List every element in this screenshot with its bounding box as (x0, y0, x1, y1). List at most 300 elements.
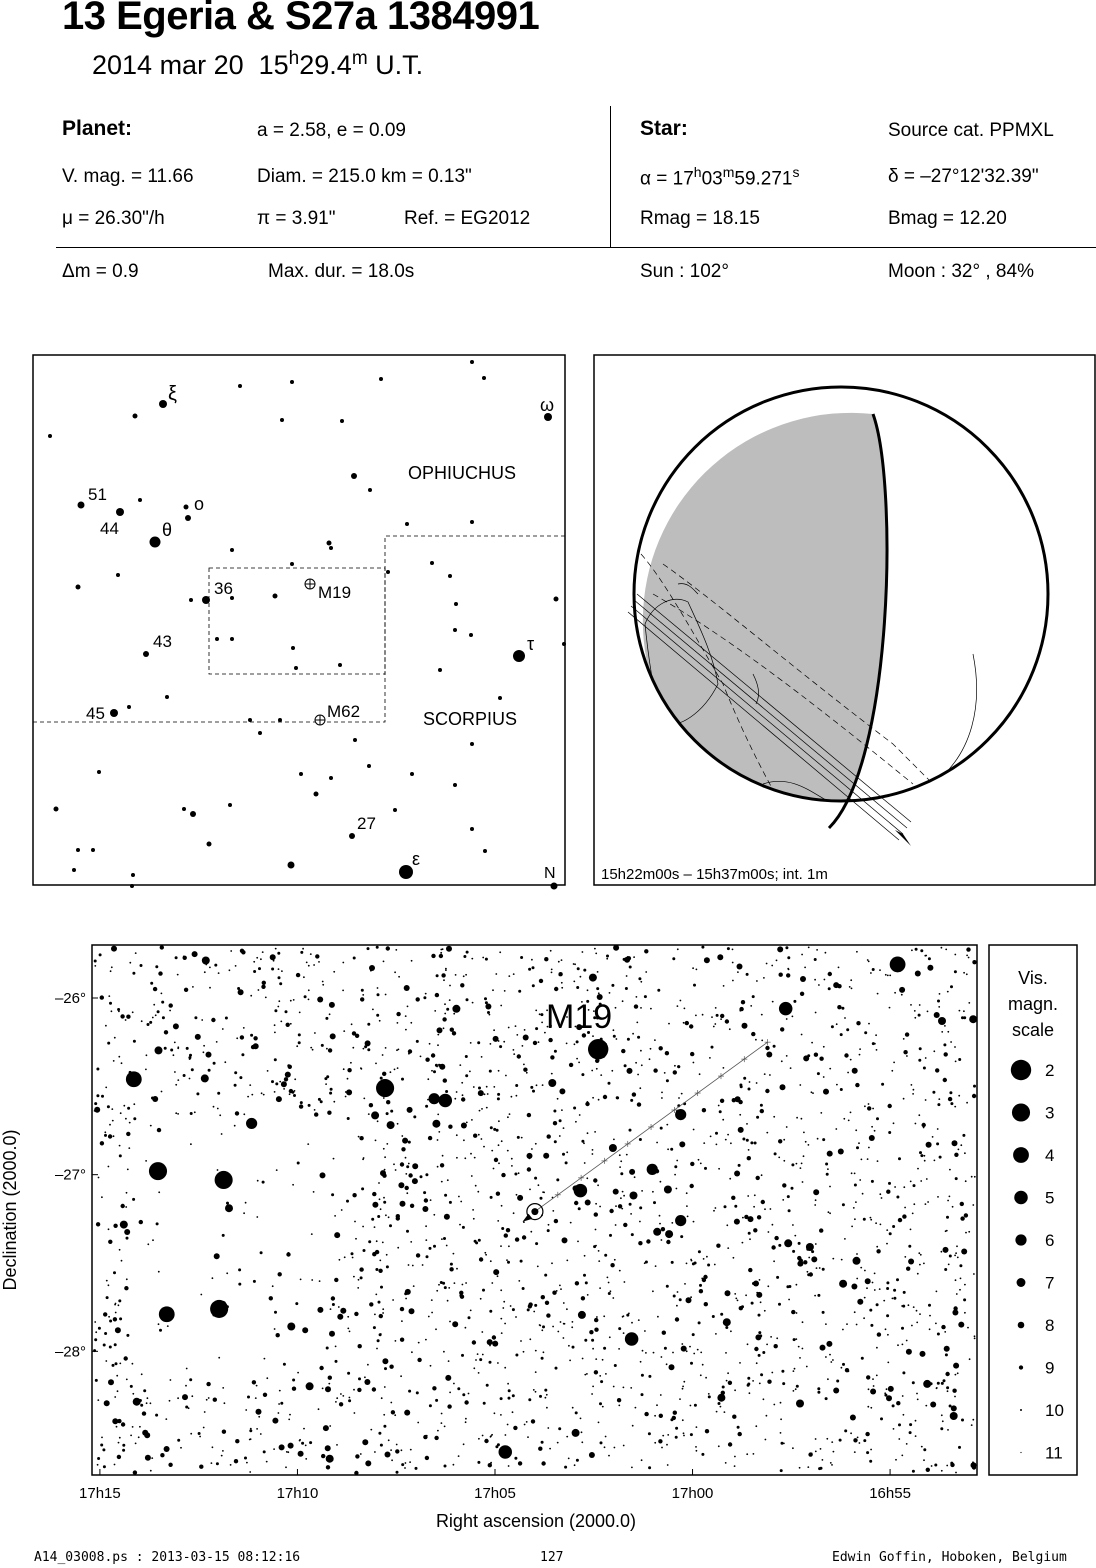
field-star (484, 1093, 486, 1095)
field-star (676, 1305, 678, 1307)
field-star (182, 1394, 188, 1400)
field-star (551, 1073, 553, 1075)
field-star (221, 1133, 223, 1135)
field-star (484, 997, 487, 1000)
field-star (773, 1116, 775, 1118)
field-star (631, 1467, 633, 1469)
field-star (125, 1206, 127, 1208)
finder-star (190, 811, 196, 817)
field-star (258, 967, 261, 970)
field-star (913, 1089, 915, 1091)
field-star (554, 1140, 557, 1143)
field-star (296, 973, 300, 977)
field-star (644, 1412, 648, 1416)
field-star (471, 1119, 473, 1121)
field-star (903, 1186, 905, 1188)
field-star (329, 1331, 335, 1337)
field-star (463, 955, 466, 958)
field-star (449, 1321, 451, 1323)
field-star (493, 1128, 496, 1131)
field-star (155, 1014, 157, 1016)
field-star (922, 1123, 926, 1127)
field-star (308, 999, 310, 1001)
field-star (262, 981, 266, 985)
field-star (875, 1222, 877, 1224)
field-star (716, 1244, 720, 1248)
field-star (802, 1181, 804, 1183)
field-star (751, 1302, 754, 1305)
field-star (113, 1224, 117, 1228)
field-star (118, 1442, 120, 1444)
field-star (888, 1386, 894, 1392)
bright-star (429, 1093, 440, 1104)
label-44: 44 (100, 519, 119, 538)
field-star (672, 1352, 674, 1354)
field-star (876, 1303, 879, 1306)
field-star (551, 969, 553, 971)
field-star (932, 1136, 934, 1138)
field-star (256, 1428, 258, 1430)
field-star (342, 990, 344, 992)
field-star (913, 1203, 915, 1205)
field-star (725, 1462, 727, 1464)
field-star (225, 1204, 233, 1212)
field-star (404, 1410, 410, 1416)
field-star (558, 1427, 561, 1430)
field-star (431, 1299, 433, 1301)
field-star (500, 1397, 503, 1400)
field-star (906, 1055, 908, 1057)
finder-star (54, 807, 59, 812)
finder-star (299, 772, 303, 776)
field-star (749, 1081, 751, 1083)
label-36: 36 (214, 579, 233, 598)
field-star (716, 1014, 719, 1017)
field-star (641, 1459, 643, 1461)
field-star (150, 1125, 152, 1127)
field-star (741, 1000, 745, 1004)
field-star (456, 1157, 458, 1159)
field-star (559, 1119, 562, 1122)
field-star (358, 1344, 362, 1348)
field-star (573, 1107, 576, 1110)
field-star (842, 1329, 844, 1331)
field-star (864, 1297, 866, 1299)
field-star (170, 1379, 172, 1381)
field-star (693, 984, 696, 987)
field-star (603, 1347, 606, 1350)
field-star (574, 1464, 576, 1466)
field-star (274, 1024, 276, 1026)
field-star (475, 1185, 477, 1187)
field-star (820, 1448, 822, 1450)
field-star (866, 1451, 869, 1454)
field-star (395, 1449, 399, 1453)
field-star (898, 1157, 901, 1160)
field-star (676, 1160, 678, 1162)
label-omega: ω (540, 395, 555, 415)
field-star (158, 971, 162, 975)
field-star (958, 1446, 961, 1449)
field-star (620, 1160, 622, 1162)
field-star (684, 1283, 686, 1285)
field-star (888, 1104, 892, 1108)
field-star (581, 1431, 583, 1433)
field-star (667, 1464, 669, 1466)
field-star (465, 974, 467, 976)
finder-star (78, 502, 85, 509)
field-star (367, 1023, 370, 1026)
field-star (648, 1432, 651, 1435)
field-star (174, 1071, 176, 1073)
field-star (437, 1044, 439, 1046)
finder-stars (48, 360, 566, 890)
field-star (748, 1088, 751, 1091)
field-star (959, 1010, 961, 1012)
field-star (276, 1096, 282, 1102)
field-star (662, 1435, 664, 1437)
field-star (684, 1008, 686, 1010)
field-star (113, 1135, 115, 1137)
field-star (286, 1023, 290, 1027)
field-star (546, 1394, 548, 1396)
scale-mag-label: 8 (1045, 1316, 1055, 1335)
field-star (439, 954, 443, 958)
field-star (577, 967, 580, 970)
field-star (592, 1153, 594, 1155)
field-star (715, 1007, 717, 1009)
field-star (463, 975, 465, 977)
field-star (944, 1346, 950, 1352)
field-star (94, 1321, 96, 1323)
field-star (287, 1451, 289, 1453)
field-star (646, 1239, 650, 1243)
field-star (700, 1352, 702, 1354)
field-star (244, 1457, 247, 1460)
field-star (677, 1291, 679, 1293)
field-star (901, 994, 903, 996)
field-star (94, 965, 96, 967)
field-star (238, 1268, 241, 1271)
field-star (515, 1354, 518, 1357)
field-star (114, 1304, 116, 1306)
field-star (158, 1191, 160, 1193)
field-star (508, 1397, 511, 1400)
field-star (278, 1000, 280, 1002)
field-star (486, 1107, 488, 1109)
field-star (563, 1127, 565, 1129)
field-star (354, 1471, 358, 1475)
field-star (517, 1136, 520, 1139)
field-star (443, 1237, 446, 1240)
field-star (397, 1123, 399, 1125)
field-star (114, 1464, 116, 1466)
field-star (348, 1399, 351, 1402)
field-star (766, 963, 768, 965)
field-star (386, 1265, 389, 1268)
field-star (508, 1245, 510, 1247)
field-star (855, 1083, 859, 1087)
field-star (639, 1138, 642, 1141)
field-star (584, 1255, 586, 1257)
field-star (471, 1175, 473, 1177)
field-star (194, 1111, 196, 1113)
field-star (807, 1271, 809, 1273)
field-star (462, 1393, 465, 1396)
field-star (713, 1026, 715, 1028)
field-star (538, 1447, 542, 1451)
field-star (904, 1256, 906, 1258)
field-star (469, 1071, 471, 1073)
field-star (329, 1002, 335, 1008)
field-star (105, 1025, 107, 1027)
field-star (828, 972, 832, 976)
field-star (716, 1411, 718, 1413)
field-star (117, 1455, 121, 1459)
field-star (963, 1010, 965, 1012)
field-star (343, 1030, 345, 1032)
field-star (856, 1146, 859, 1149)
field-star (820, 1467, 823, 1470)
field-star (600, 1441, 603, 1444)
field-star (629, 1169, 635, 1175)
field-star (319, 1280, 321, 1282)
field-star (411, 960, 413, 962)
field-star (870, 972, 872, 974)
field-star (727, 1247, 729, 1249)
field-star (817, 1294, 820, 1297)
field-star (183, 956, 187, 960)
field-star (953, 1306, 957, 1310)
field-star (209, 967, 211, 969)
field-star (146, 1054, 148, 1056)
field-star (886, 1287, 889, 1290)
field-star (241, 950, 245, 954)
field-star (583, 1274, 586, 1277)
field-star (322, 1388, 324, 1390)
field-star (955, 1061, 957, 1063)
field-star (477, 1461, 480, 1464)
field-star (96, 1068, 99, 1071)
field-star (369, 1103, 373, 1107)
finder-star (483, 849, 487, 853)
field-star (723, 985, 725, 987)
finder-star (329, 776, 333, 780)
field-star (796, 1117, 798, 1119)
field-star (925, 1203, 927, 1205)
field-star (388, 1216, 390, 1218)
field-star (352, 1031, 356, 1035)
field-star (502, 1307, 504, 1309)
field-star (966, 955, 968, 957)
field-star (915, 948, 918, 951)
field-star (532, 1090, 535, 1093)
field-star (852, 1068, 858, 1074)
field-star (758, 1314, 761, 1317)
field-star (835, 1128, 837, 1130)
field-star (971, 1424, 973, 1426)
field-star (377, 1339, 379, 1341)
field-star (755, 1334, 761, 1340)
field-star (464, 1157, 466, 1159)
field-star (857, 1437, 859, 1439)
field-star (856, 1253, 858, 1255)
field-star (535, 1391, 537, 1393)
field-star (686, 1205, 688, 1207)
field-star (397, 1022, 399, 1024)
finder-star (133, 414, 138, 419)
field-star (885, 1328, 887, 1330)
field-star (850, 979, 852, 981)
field-star (226, 1272, 228, 1274)
field-star (318, 961, 320, 963)
field-star (483, 1402, 486, 1405)
ra-m-unit: m (722, 164, 735, 180)
field-star (461, 1097, 465, 1101)
field-star (527, 1167, 531, 1171)
field-star (370, 1429, 372, 1431)
field-star (288, 1419, 290, 1421)
field-star (410, 1022, 412, 1024)
field-star (504, 1323, 506, 1325)
field-star (758, 1354, 761, 1357)
field-star (761, 1200, 765, 1204)
field-star (354, 1412, 356, 1414)
field-star (507, 1150, 509, 1152)
field-star (459, 1224, 461, 1226)
field-star (941, 1325, 945, 1329)
field-star (452, 1005, 460, 1013)
field-star (963, 972, 965, 974)
field-star (872, 1108, 874, 1110)
field-star (823, 1046, 825, 1048)
field-star (594, 1328, 598, 1332)
field-star (929, 1315, 931, 1317)
field-star (837, 984, 841, 988)
field-star (313, 964, 315, 966)
field-star (120, 1112, 122, 1114)
finder-star (290, 380, 294, 384)
field-star (730, 1330, 732, 1332)
field-star (323, 1425, 329, 1431)
field-star (606, 955, 609, 958)
field-star (801, 1118, 803, 1120)
field-star (825, 1397, 828, 1400)
field-star (782, 1382, 785, 1385)
field-star (132, 1198, 135, 1201)
field-star (597, 1184, 599, 1186)
field-star (786, 1018, 788, 1020)
field-star (431, 1053, 435, 1057)
field-star (315, 954, 319, 958)
field-star (927, 965, 933, 971)
field-star (446, 946, 452, 952)
field-star (329, 1425, 331, 1427)
field-star (204, 971, 206, 973)
field-star (943, 1379, 946, 1382)
field-star (609, 1336, 611, 1338)
field-star (274, 1328, 276, 1330)
field-star (913, 1184, 916, 1187)
scale-mag-label: 7 (1045, 1273, 1055, 1293)
field-star (141, 1020, 143, 1022)
field-star (285, 1072, 291, 1078)
field-star (747, 1384, 750, 1387)
field-star (690, 1433, 693, 1436)
field-star (854, 1311, 856, 1313)
field-star (972, 1204, 974, 1206)
field-star (820, 1345, 826, 1351)
field-star (258, 989, 260, 991)
star-right-ascension (640, 164, 800, 190)
field-star (960, 1144, 962, 1146)
field-star (130, 1385, 133, 1388)
field-star (797, 1256, 801, 1260)
field-star (903, 1414, 905, 1416)
detail-chart (0, 935, 1096, 1535)
field-star (493, 1086, 495, 1088)
field-star (621, 1049, 625, 1053)
field-star (855, 1201, 857, 1203)
field-star (408, 1390, 411, 1393)
field-star (352, 1047, 354, 1049)
field-star (133, 1117, 136, 1120)
field-star (936, 1142, 939, 1145)
field-star (613, 1035, 616, 1038)
field-star (887, 975, 889, 977)
field-star (854, 1218, 856, 1220)
field-star (535, 1027, 538, 1030)
field-star (638, 977, 641, 980)
field-star (296, 1045, 298, 1047)
minute-unit: m (351, 48, 368, 69)
bright-star (499, 1445, 513, 1459)
field-star (733, 1257, 735, 1259)
field-star (144, 1431, 147, 1434)
field-star (687, 1216, 689, 1218)
field-star (877, 993, 879, 995)
field-star (293, 1094, 296, 1097)
field-star (755, 1425, 757, 1427)
field-star (682, 1419, 684, 1421)
field-star (349, 1397, 351, 1399)
field-star (417, 1422, 419, 1424)
field-star (892, 1404, 895, 1407)
field-star (281, 1081, 287, 1087)
field-star (235, 965, 237, 967)
field-star (173, 1023, 179, 1029)
field-star (869, 1309, 872, 1312)
field-star (505, 1434, 507, 1436)
field-star (693, 1221, 695, 1223)
field-star (320, 1172, 326, 1178)
field-star (685, 1021, 689, 1025)
field-star (164, 1047, 167, 1050)
field-star (902, 1305, 905, 1308)
field-star (829, 1068, 831, 1070)
field-star (533, 1389, 535, 1391)
field-star (465, 1418, 467, 1420)
field-star (841, 1007, 844, 1010)
field-star (923, 1459, 925, 1461)
field-star (893, 1297, 896, 1300)
field-star (749, 1238, 751, 1240)
cluster-m19-label: M19 (318, 583, 352, 602)
field-star (851, 988, 853, 990)
field-star (196, 1092, 199, 1095)
field-star (330, 1088, 333, 1091)
field-star (924, 955, 926, 957)
